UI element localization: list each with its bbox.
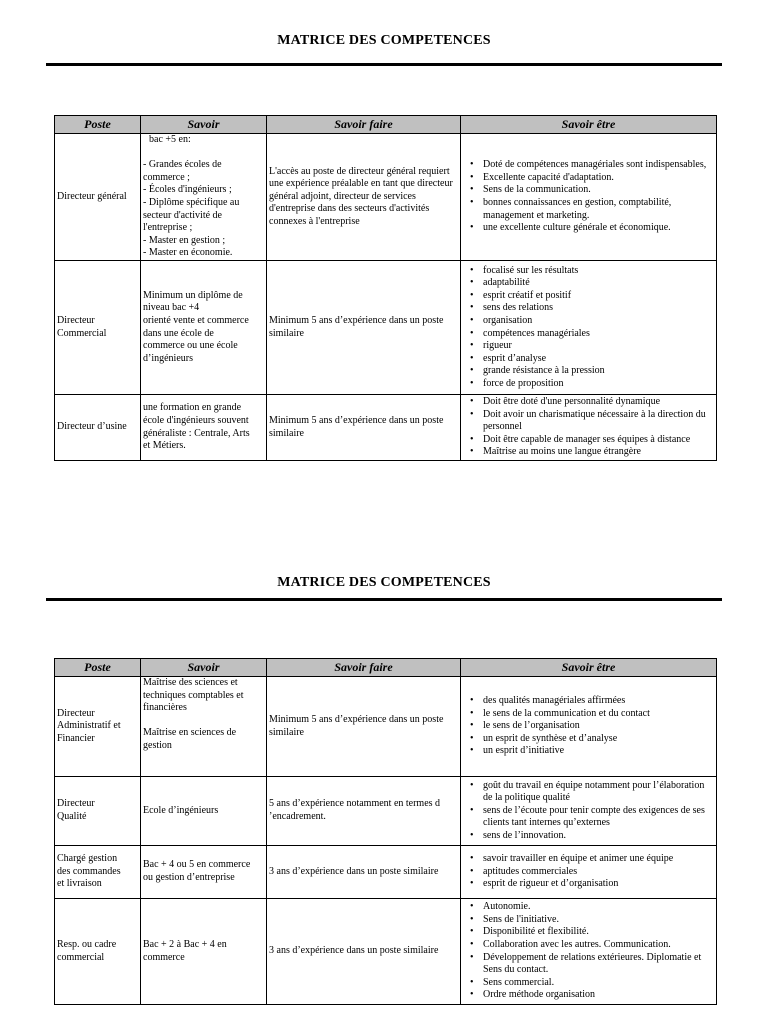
header-savoir-faire: Savoir faire	[267, 659, 461, 677]
poste-text: commercial	[57, 951, 105, 963]
header-poste: Poste	[55, 659, 141, 677]
table-row	[55, 677, 717, 777]
list-item: • Développement de relations extérieures. Diplomatie et Sens du contact.	[483, 952, 714, 977]
poste-text: Directeur	[57, 314, 95, 326]
list-item: • le sens de l’organisation	[483, 720, 714, 733]
savoir-etre-cell	[461, 846, 717, 899]
list-item: • sens de l’écoute pour tenir compte des exigences de ses clients tant internes qu’externes	[483, 805, 714, 830]
qualities-list	[463, 780, 714, 843]
list-item: • Doit avoir un charismatique nécessaire à la direction du personnel	[483, 409, 714, 434]
list-item: • rigueur	[483, 340, 714, 353]
savoir-line: Ecole d’ingénieurs	[143, 804, 219, 816]
savoir-line: commerce ou une école	[143, 340, 238, 352]
poste-text: et livraison	[57, 878, 102, 890]
savoir-line: orienté vente et commerce	[143, 314, 249, 326]
list-item: • esprit d’analyse	[483, 353, 714, 366]
page-title: MATRICE DES COMPETENCES	[277, 33, 491, 48]
list-item: • Maîtrise au moins une langue étrangère	[483, 446, 714, 459]
competence-table-2	[54, 658, 717, 1005]
qualities-list	[463, 159, 714, 235]
savoir-line: - Grandes écoles de	[143, 159, 222, 171]
list-item: • un esprit de synthèse et d’analyse	[483, 733, 714, 746]
savoir-line: dans une école de	[143, 327, 214, 339]
poste-text: Qualité	[57, 811, 87, 822]
table-row	[55, 777, 717, 846]
savoir-line: Bac + 2 à Bac + 4 en	[143, 938, 227, 950]
poste-cell	[55, 677, 141, 777]
savoir-cell	[141, 677, 267, 777]
list-item: • aptitudes commerciales	[483, 866, 714, 879]
savoir-line: une formation en grande	[143, 402, 242, 414]
savoir-line: gestion	[143, 739, 172, 751]
list-item: • Doit être doté d'une personnalité dynamique	[483, 396, 714, 409]
savoir-line: et Métiers.	[143, 440, 186, 452]
savoir-cell	[141, 395, 267, 461]
list-item: • savoir travailler en équipe et animer une équipe	[483, 853, 714, 866]
list-item: • organisation	[483, 315, 714, 328]
poste-text: Directeur d’usine	[57, 421, 127, 433]
qualities-list	[463, 901, 714, 1002]
list-item: • sens de l’innovation.	[483, 830, 714, 843]
savoir-line: - Master en économie.	[143, 247, 233, 259]
savoir-line: ou gestion d’entreprise	[143, 872, 235, 883]
savoir-faire-cell: Minimum 5 ans d’expérience dans un poste similaire	[267, 261, 461, 395]
qualities-list	[463, 853, 714, 891]
savoir-line: secteur d'activité de	[143, 209, 222, 221]
savoir-line	[143, 147, 264, 160]
list-item: • compétences managériales	[483, 328, 714, 341]
list-item: • bonnes connaissances en gestion, comptabilité, management et marketing.	[483, 197, 714, 222]
table-row	[55, 899, 717, 1005]
savoir-line	[143, 715, 264, 728]
savoir-etre-cell	[461, 261, 717, 395]
savoir-line: - Écoles d'ingénieurs ;	[143, 184, 232, 196]
savoir-faire-cell: L'accès au poste de directeur général requiert une expérience préalable en tant que directeur général adjoint, directeur de services d'entreprise dans des secteurs d'activités connexes à l'entreprise	[267, 134, 461, 261]
savoir-line: - Diplôme spécifique au	[143, 197, 240, 208]
savoir-line: niveau bac +4	[143, 302, 200, 314]
savoir-line: - Master en gestion ;	[143, 234, 226, 246]
list-item: • Sens commercial.	[483, 977, 714, 990]
header-savoir-etre: Savoir être	[461, 116, 717, 134]
list-item: • Excellente capacité d'adaptation.	[483, 172, 714, 185]
savoir-cell	[141, 777, 267, 846]
savoir-line: d’ingénieurs	[143, 352, 193, 364]
poste-text: Financier	[57, 732, 95, 744]
header-row	[55, 659, 717, 677]
savoir-faire-cell: Minimum 5 ans d’expérience dans un poste similaire	[267, 677, 461, 777]
list-item: • force de proposition	[483, 378, 714, 391]
savoir-etre-cell	[461, 777, 717, 846]
poste-text: Administratif et	[57, 720, 121, 732]
poste-text: Directeur	[57, 798, 95, 810]
qualities-list	[463, 695, 714, 758]
poste-cell	[55, 777, 141, 846]
savoir-cell	[141, 134, 267, 261]
savoir-faire-cell: 3 ans d’expérience dans un poste similaire	[267, 846, 461, 899]
table-row	[55, 134, 717, 261]
page-title: MATRICE DES COMPETENCES	[277, 575, 491, 590]
savoir-cell	[141, 261, 267, 395]
list-item: • Doté de compétences managériales sont indispensables,	[483, 159, 714, 172]
savoir-etre-cell	[461, 899, 717, 1005]
table-row	[55, 846, 717, 899]
list-item: • Sens de la communication.	[483, 184, 714, 197]
header-savoir: Savoir	[141, 659, 267, 677]
list-item: • un esprit d’initiative	[483, 745, 714, 758]
list-item: • Autonomie.	[483, 901, 714, 914]
savoir-etre-cell	[461, 395, 717, 461]
qualities-list	[463, 396, 714, 459]
savoir-faire-cell: 5 ans d’expérience notamment en termes d ’encadrement.	[267, 777, 461, 846]
competence-table-1	[54, 115, 717, 461]
header-savoir-etre: Savoir être	[461, 659, 717, 677]
list-item: • sens des relations	[483, 302, 714, 315]
savoir-faire-cell: 3 ans d’expérience dans un poste similaire	[267, 899, 461, 1005]
savoir-line: Maîtrise des sciences et	[143, 677, 238, 688]
savoir-line: Maîtrise en sciences de	[143, 727, 237, 739]
poste-cell	[55, 395, 141, 461]
poste-text: Commercial	[57, 327, 107, 339]
poste-cell	[55, 899, 141, 1005]
savoir-faire-cell: Minimum 5 ans d’expérience dans un poste similaire	[267, 395, 461, 461]
poste-text: Directeur	[57, 707, 95, 719]
list-item: • grande résistance à la pression	[483, 365, 714, 378]
header-poste: Poste	[55, 116, 141, 134]
savoir-line: techniques comptables et	[143, 689, 244, 701]
savoir-line: commerce	[143, 951, 185, 963]
header-row	[55, 116, 717, 134]
list-item: • le sens de la communication et du contact	[483, 708, 714, 721]
savoir-line: bac +5 en:	[149, 134, 191, 146]
list-item: • Collaboration avec les autres. Communication.	[483, 939, 714, 952]
savoir-cell	[141, 846, 267, 899]
savoir-line: Bac + 4 ou 5 en commerce	[143, 859, 251, 871]
list-item: • Ordre méthode organisation	[483, 989, 714, 1002]
savoir-line: financières	[143, 702, 187, 714]
list-item: • esprit créatif et positif	[483, 290, 714, 303]
table-row	[55, 261, 717, 395]
qualities-list	[463, 265, 714, 391]
savoir-line: commerce ;	[143, 171, 190, 183]
list-item: • esprit de rigueur et d’organisation	[483, 878, 714, 891]
list-item: • Disponibilité et flexibilité.	[483, 926, 714, 939]
title-rule	[46, 63, 722, 66]
list-item: • adaptabilité	[483, 277, 714, 290]
poste-text: Chargé gestion	[57, 853, 118, 865]
savoir-etre-cell	[461, 677, 717, 777]
savoir-cell	[141, 899, 267, 1005]
header-savoir-faire: Savoir faire	[267, 116, 461, 134]
list-item: • focalisé sur les résultats	[483, 265, 714, 278]
poste-cell	[55, 261, 141, 395]
poste-text: Directeur général	[57, 190, 127, 202]
list-item: • une excellente culture générale et économique.	[483, 222, 714, 235]
header-savoir: Savoir	[141, 116, 267, 134]
poste-cell	[55, 134, 141, 261]
savoir-line: Minimum un diplôme de	[143, 289, 243, 301]
savoir-line: l'entreprise ;	[143, 222, 193, 234]
list-item: • Sens de l'initiative.	[483, 914, 714, 927]
list-item: • des qualités managériales affirmées	[483, 695, 714, 708]
poste-text: Resp. ou cadre	[57, 938, 117, 950]
table-row	[55, 395, 717, 461]
list-item: • goût du travail en équipe notamment pour l’élaboration de la politique qualité	[483, 780, 714, 805]
poste-cell	[55, 846, 141, 899]
list-item: • Doit être capable de manager ses équipes à distance	[483, 434, 714, 447]
savoir-line: généraliste : Centrale, Arts	[143, 427, 250, 439]
poste-text: des commandes	[57, 865, 121, 877]
savoir-etre-cell	[461, 134, 717, 261]
savoir-line: école d'ingénieurs souvent	[143, 414, 249, 426]
title-rule	[46, 598, 722, 601]
